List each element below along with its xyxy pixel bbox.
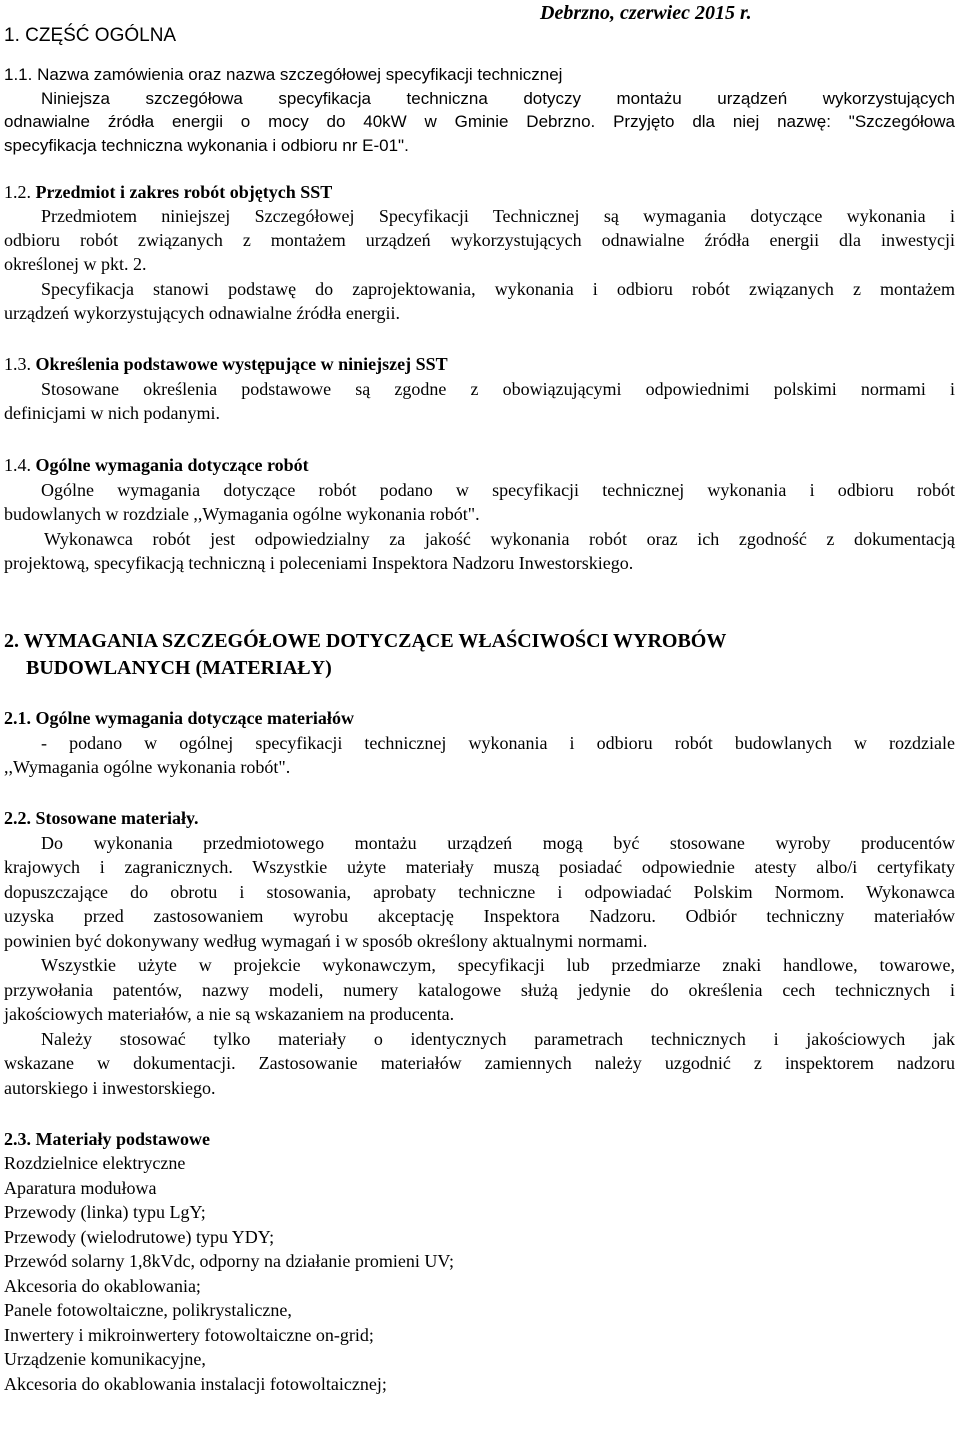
- place-date: Debrzno, czerwiec 2015 r.: [540, 2, 752, 24]
- section-2-heading-line2: BUDOWLANYCH (MATERIAŁY): [26, 657, 332, 679]
- section-2-2-line: autorskiego i inwestorskiego.: [4, 1078, 216, 1098]
- section-2-1-line: - podano w ogólnej specyfikacji technicznej wykonania i odbioru robót budowlanych w rozdziale: [41, 733, 955, 753]
- section-2-2-line: Wszystkie użyte w projekcie wykonawczym, specyfikacji lub przedmiarze znaki handlowe, towarowe,: [41, 955, 955, 975]
- section-2-2-line: dopuszczające do obrotu i stosowania, aprobaty techniczne i odpowiadać Polskim Normom. Wykonawca: [4, 882, 955, 902]
- section-1-4-line: projektową, specyfikacją techniczną i poleceniami Inspektora Nadzoru Inwestorskiego.: [4, 553, 634, 573]
- section-number: 1.3.: [4, 354, 31, 374]
- section-title: Przedmiot i zakres robót objętych SST: [35, 182, 333, 202]
- section-title: Ogólne wymagania dotyczące robót: [35, 455, 309, 475]
- section-2-1-line: ,,Wymagania ogólne wykonania robót".: [4, 757, 291, 777]
- section-2-1-heading: 2.1. Ogólne wymagania dotyczące materiałów: [4, 708, 354, 728]
- material-list-item: Aparatura modułowa: [4, 1178, 157, 1198]
- material-list-item: Przewody (linka) typu LgY;: [4, 1202, 206, 1222]
- chapter-heading: 1. CZĘŚĆ OGÓLNA: [4, 25, 177, 46]
- section-2-heading: 2. WYMAGANIA SZCZEGÓŁOWE DOTYCZĄCE WŁAŚCIWOŚCI WYROBÓW: [4, 630, 727, 652]
- section-2-3-heading: 2.3. Materiały podstawowe: [4, 1129, 210, 1149]
- section-1-4-heading: [4, 453, 309, 477]
- section-1-4-line: budowlanych w rozdziale ,,Wymagania ogólne wykonania robót".: [4, 504, 480, 524]
- material-list-item: Urządzenie komunikacyjne,: [4, 1349, 206, 1369]
- section-1-2-heading: [4, 180, 332, 204]
- section-2-2-line: krajowych i zagranicznych. Wszystkie użyte materiały muszą posiadać odpowiednie atesty albo/i certyfikaty: [4, 857, 955, 877]
- section-2-2-line: przywołania patentów, nazwy modeli, numery katalogowe służą jedynie do określenia cech technicznych i: [4, 980, 955, 1000]
- section-title: Określenia podstawowe występujące w niniejszej SST: [35, 354, 448, 374]
- section-1-1-heading: 1.1. Nazwa zamówienia oraz nazwa szczegółowej specyfikacji technicznej: [4, 65, 563, 84]
- section-2-2-line: wskazane w dokumentacji. Zastosowanie materiałów zamiennych należy uzgodnić z inspektorem nadzoru: [4, 1053, 955, 1073]
- material-list-item: Akcesoria do okablowania instalacji fotowoltaicznej;: [4, 1374, 387, 1394]
- section-number: 1.2.: [4, 182, 31, 202]
- section-1-4-line: Ogólne wymagania dotyczące robót podano w specyfikacji technicznej wykonania i odbioru robót: [41, 480, 955, 500]
- section-1-2-line: urządzeń wykorzystujących odnawialne źródła energii.: [4, 303, 400, 323]
- material-list-item: Rozdzielnice elektryczne: [4, 1153, 186, 1173]
- section-number: 1.4.: [4, 455, 31, 475]
- material-list-item: Przewód solarny 1,8kVdc, odporny na działanie promieni UV;: [4, 1251, 455, 1271]
- section-2-2-line: jakościowych materiałów, a nie są wskazaniem na producenta.: [4, 1004, 455, 1024]
- section-1-3-line: Stosowane określenia podstawowe są zgodne z obowiązującymi odpowiednimi polskimi normami i: [41, 379, 955, 399]
- section-1-1-line: specyfikacja techniczna wykonania i odbioru nr E-01".: [4, 136, 409, 155]
- section-1-2-line: Przedmiotem niniejszej Szczegółowej Specyfikacji Technicznej są wymagania dotyczące wykonania i: [41, 206, 955, 226]
- material-list-item: Panele fotowoltaiczne, polikrystaliczne,: [4, 1300, 292, 1320]
- section-2-2-line: powinien być dokonywany według wymagań i w sposób określony aktualnymi normami.: [4, 931, 648, 951]
- section-1-3-line: definicjami w nich podanymi.: [4, 403, 220, 423]
- section-1-4-line: Wykonawca robót jest odpowiedzialny za jakość wykonania robót oraz ich zgodność z dokumentacją: [44, 529, 955, 549]
- material-list-item: Inwertery i mikroinwertery fotowoltaiczne on-grid;: [4, 1325, 374, 1345]
- section-1-1-line: odnawialne źródła energii o mocy do 40kW w Gminie Debrzno. Przyjęto dla niej nazwę: "Szczegółowa: [4, 112, 955, 131]
- section-2-2-line: Należy stosować tylko materiały o identycznych parametrach technicznych i jakościowych jak: [41, 1029, 955, 1049]
- section-1-2-line: odbioru robót związanych z montażem urządzeń wykorzystujących odnawialne źródła energii dla inwestycji: [4, 230, 955, 250]
- section-1-2-line: Specyfikacja stanowi podstawę do zaprojektowania, wykonania i odbioru robót związanych z montażem: [41, 279, 955, 299]
- material-list-item: Przewody (wielodrutowe) typu YDY;: [4, 1227, 275, 1247]
- section-1-2-line: określonej w pkt. 2.: [4, 254, 147, 274]
- material-list-item: Akcesoria do okablowania;: [4, 1276, 201, 1296]
- section-2-2-line: uzyska przed zastosowaniem wyrobu akceptację Inspektora Nadzoru. Odbiór techniczny materiałów: [4, 906, 955, 926]
- section-1-1-line: Niniejsza szczegółowa specyfikacja techniczna dotyczy montażu urządzeń wykorzystujących: [41, 89, 955, 108]
- section-1-3-heading: [4, 352, 448, 376]
- section-2-2-heading: 2.2. Stosowane materiały.: [4, 808, 199, 828]
- section-2-2-line: Do wykonania przedmiotowego montażu urządzeń mogą być stosowane wyroby producentów: [41, 833, 955, 853]
